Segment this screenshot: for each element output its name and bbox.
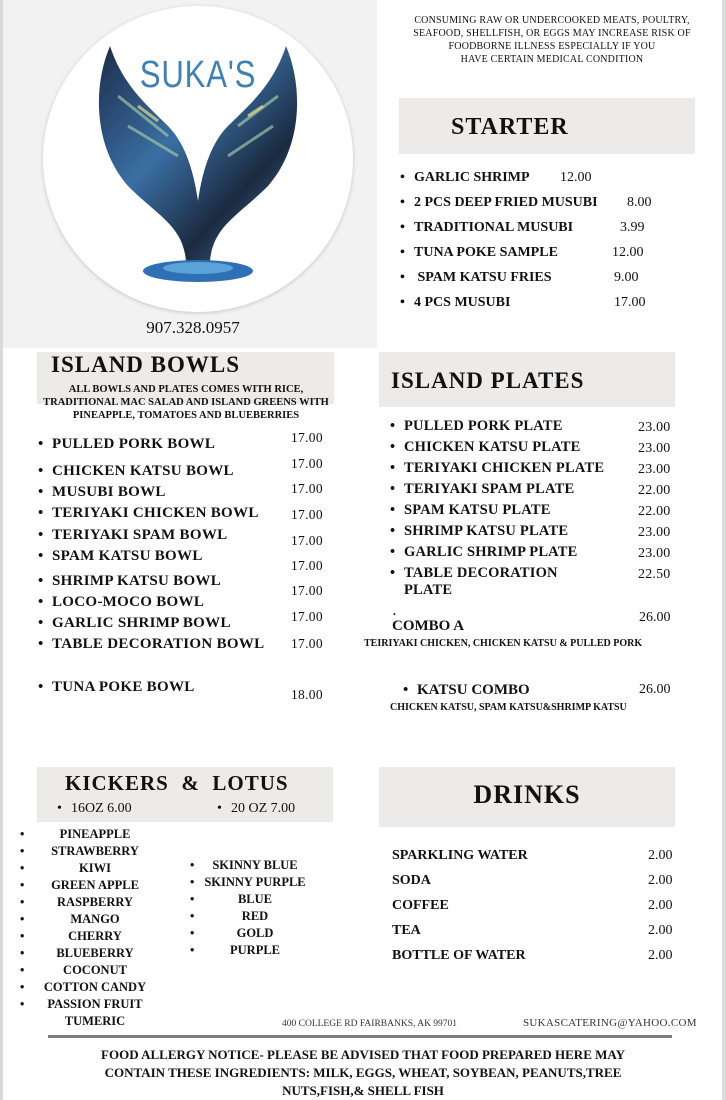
flavor-item xyxy=(190,942,320,959)
bullet-icon: • xyxy=(20,912,25,926)
menu-item xyxy=(38,615,231,632)
flavor-item xyxy=(190,891,320,908)
bowls-note xyxy=(10,383,362,422)
flavor-tumeric: TUMERIC xyxy=(64,1014,126,1028)
item-name: TABLE DECORATION BOWL xyxy=(52,636,265,652)
item-price: 22.00 xyxy=(638,504,671,519)
bullet-icon: • xyxy=(190,892,195,906)
page-edge-right xyxy=(722,0,726,1100)
bullet-icon: • xyxy=(400,170,405,185)
logo-panel xyxy=(3,0,377,348)
bullet-icon: • xyxy=(390,544,396,560)
drink-item xyxy=(392,873,682,898)
menu-item xyxy=(390,439,580,456)
flavor-name: GOLD xyxy=(236,926,274,940)
item-price: 2.00 xyxy=(648,898,673,913)
flavor-name: RASPBERRY xyxy=(57,895,133,909)
flavor-name: BLUEBERRY xyxy=(56,946,134,960)
item-price: 3.99 xyxy=(620,220,645,235)
flavor-name: COTTON CANDY xyxy=(43,980,147,994)
item-price: 23.00 xyxy=(638,462,671,477)
katsu-combo-description: CHICKEN KATSU, SPAM KATSU&SHRIMP KATSU xyxy=(390,702,627,713)
item-name: CHICKEN KATSU BOWL xyxy=(52,463,234,479)
drinks-header xyxy=(379,767,675,827)
item-name: MUSUBI BOWL xyxy=(52,484,166,500)
item-price: 12.00 xyxy=(612,245,644,260)
flavor-item xyxy=(20,911,170,928)
size-label: 16OZ 6.00 xyxy=(71,801,132,816)
bullet-icon: • xyxy=(38,436,44,452)
bullet-icon: • xyxy=(217,801,222,816)
drink-item xyxy=(392,923,682,948)
note-line: TRADITIONAL MAC SALAD AND ISLAND GREENS WITH xyxy=(43,397,329,408)
item-price: 22.00 xyxy=(638,483,671,498)
bullet-icon: • xyxy=(20,946,25,960)
address: 400 COLLEGE RD FAIRBANKS, AK 99701 xyxy=(282,1019,458,1029)
menu-item xyxy=(400,245,700,270)
menu-item xyxy=(390,544,578,561)
allergy-line: NUTS,FISH,& SHELL FISH xyxy=(282,1083,444,1098)
bullet-icon: • xyxy=(403,682,409,698)
item-name: GARLIC SHRIMP xyxy=(414,170,530,185)
item-price: 23.00 xyxy=(638,546,671,561)
item-name: TERIYAKI SPAM BOWL xyxy=(52,527,228,543)
email-link[interactable]: SUKASCATERING@YAHOO.COM xyxy=(523,1017,697,1029)
item-name: TEA xyxy=(392,923,421,938)
menu-item xyxy=(400,170,700,195)
item-name: TUNA POKE BOWL xyxy=(52,679,195,695)
item-name: TERIYAKI SPAM PLATE xyxy=(404,481,575,497)
brand-name: SUKA'S xyxy=(139,54,257,96)
item-name: SHRIMP KATSU PLATE xyxy=(404,523,569,539)
flavor-item xyxy=(20,826,170,843)
bullet-icon: • xyxy=(38,594,44,610)
menu-item xyxy=(390,460,604,477)
island-plates-header xyxy=(379,352,675,407)
bullet-icon: • xyxy=(390,460,396,476)
item-price: 17.00 xyxy=(614,295,646,310)
menu-item xyxy=(38,636,264,653)
item-price: 23.00 xyxy=(638,420,671,435)
bullet-icon: • xyxy=(38,463,44,479)
bullet-icon: • xyxy=(38,573,44,589)
bullet-icon: • xyxy=(38,527,44,543)
warning-line: HAVE CERTAIN MEDICAL CONDITION xyxy=(460,54,644,65)
note-line: PINEAPPLE, TOMATOES AND BLUEBERRIES xyxy=(72,410,300,421)
drink-item xyxy=(392,898,682,923)
flavor-name: BLUE xyxy=(237,892,273,906)
menu-item xyxy=(38,527,227,544)
flavor-name: PASSION FRUIT xyxy=(47,997,143,1011)
item-price: 12.00 xyxy=(560,170,592,185)
bullet-icon: • xyxy=(400,295,405,310)
flavor-name: SKINNY BLUE xyxy=(212,858,298,872)
flavor-list-left xyxy=(20,826,170,1013)
bullet-icon: • xyxy=(38,679,44,695)
allergy-notice xyxy=(40,1046,686,1100)
warning-line: FOODBORNE ILLNESS ESPECIALLY IF YOU xyxy=(448,41,656,52)
bullet-icon: • xyxy=(190,875,195,889)
menu-item xyxy=(390,523,568,540)
item-name: TERIYAKI CHICKEN PLATE xyxy=(404,460,605,476)
item-name: GARLIC SHRIMP PLATE xyxy=(404,544,578,560)
katsu-combo-name: KATSU COMBO xyxy=(417,682,530,698)
flavor-item xyxy=(190,925,320,942)
bullet-icon: • xyxy=(390,481,396,497)
starter-list xyxy=(400,170,700,320)
flavor-item xyxy=(190,874,320,891)
bullet-icon: • xyxy=(20,997,25,1011)
raw-food-warning xyxy=(390,14,714,66)
item-price: 17.00 xyxy=(291,430,323,445)
item-name: PULLED PORK PLATE xyxy=(404,418,563,434)
item-name: TABLE DECORATION xyxy=(404,565,558,581)
flavor-item xyxy=(20,928,170,945)
flavor-item xyxy=(190,857,320,874)
bullet-icon: • xyxy=(20,844,25,858)
note-line: ALL BOWLS AND PLATES COMES WITH RICE, xyxy=(68,384,304,395)
bullet-icon: • xyxy=(190,943,195,957)
menu-item xyxy=(390,502,551,519)
kickers-lotus-header xyxy=(37,767,333,822)
flavor-name: STRAWBERRY xyxy=(51,844,139,858)
flavor-item xyxy=(190,908,320,925)
phone-number[interactable]: 907.328.0957 xyxy=(146,318,240,337)
bullet-icon: • xyxy=(400,245,405,260)
item-price: 17.00 xyxy=(291,533,323,548)
flavor-item xyxy=(20,945,170,962)
item-price: 2.00 xyxy=(648,948,673,963)
bullet-icon: • xyxy=(38,615,44,631)
divider xyxy=(48,1035,672,1038)
item-price: 17.00 xyxy=(291,583,323,598)
item-name: 4 PCS MUSUBI xyxy=(414,295,511,310)
menu-item xyxy=(400,295,700,320)
bullet-icon: • xyxy=(20,895,25,909)
item-name: LOCO-MOCO BOWL xyxy=(52,594,205,610)
menu-item xyxy=(38,436,215,453)
menu-item xyxy=(400,195,700,220)
menu-item xyxy=(390,565,558,599)
item-price: 17.00 xyxy=(291,636,323,651)
item-price: 2.00 xyxy=(648,848,673,863)
bullet-icon: • xyxy=(20,929,25,943)
item-price: 8.00 xyxy=(627,195,652,210)
combo-a-description: TEIRIYAKI CHICKEN, CHICKEN KATSU & PULLED PORK xyxy=(364,638,643,649)
item-price: 22.50 xyxy=(638,567,671,582)
bullet-icon: • xyxy=(390,418,396,434)
size-label: 20 OZ 7.00 xyxy=(231,801,296,816)
bullet-icon: • xyxy=(400,270,405,285)
section-title: KICKERS & LOTUS xyxy=(65,771,289,795)
bullet-icon: • xyxy=(38,484,44,500)
bullet-icon: • xyxy=(20,878,25,892)
flavor-item xyxy=(20,962,170,979)
item-name: TRADITIONAL MUSUBI xyxy=(414,220,574,235)
item-name: SPAM KATSU PLATE xyxy=(404,502,551,518)
bullet-icon: • xyxy=(20,861,25,875)
section-title: STARTER xyxy=(451,114,569,140)
flavor-item xyxy=(20,894,170,911)
flavor-name: MANGO xyxy=(70,912,120,926)
menu-item xyxy=(38,594,204,611)
flavor-name: KIWI xyxy=(79,861,111,875)
flavor-item xyxy=(20,860,170,877)
flavor-name: SKINNY PURPLE xyxy=(204,875,306,889)
flavor-list-right xyxy=(190,857,320,959)
item-price: 17.00 xyxy=(291,558,323,573)
menu-item xyxy=(400,220,700,245)
logo-badge xyxy=(43,6,353,312)
flavor-name: COCONUT xyxy=(63,963,127,977)
bullet-icon: • xyxy=(190,909,195,923)
menu-item xyxy=(400,270,700,295)
flavor-name: PINEAPPLE xyxy=(59,827,131,841)
flavor-item xyxy=(20,979,170,996)
bullet-icon: • xyxy=(390,565,396,581)
item-price: 2.00 xyxy=(648,873,673,888)
allergy-line: FOOD ALLERGY NOTICE- PLEASE BE ADVISED THAT FOOD PREPARED HERE MAY xyxy=(101,1047,625,1062)
drinks-list xyxy=(392,848,682,973)
menu-item xyxy=(38,463,234,480)
item-name: TERIYAKI CHICKEN BOWL xyxy=(52,505,259,521)
item-name: GARLIC SHRIMP BOWL xyxy=(52,615,231,631)
size-16oz xyxy=(57,801,132,817)
combo-a-name: COMBO A xyxy=(392,618,465,634)
flavor-name: PURPLE xyxy=(230,943,280,957)
combo-a-price: 26.00 xyxy=(639,610,671,625)
item-name: SPAM KATSU BOWL xyxy=(52,548,203,564)
size-20oz xyxy=(217,801,295,817)
item-name: SPAM KATSU FRIES xyxy=(417,270,552,285)
flavor-item xyxy=(20,843,170,860)
flavor-item xyxy=(20,996,170,1013)
item-price: 17.00 xyxy=(291,609,323,624)
item-price: 9.00 xyxy=(614,270,639,285)
bullet-icon: • xyxy=(393,610,396,619)
bullet-icon: • xyxy=(390,502,396,518)
katsu-combo xyxy=(403,682,530,699)
bullet-icon: • xyxy=(190,858,195,872)
starter-header xyxy=(399,98,695,154)
bullet-icon: • xyxy=(20,980,25,994)
menu-item xyxy=(38,505,259,522)
item-price: 23.00 xyxy=(638,441,671,456)
flavor-name: CHERRY xyxy=(68,929,122,943)
menu-item xyxy=(38,484,166,501)
flavor-name: GREEN APPLE xyxy=(51,878,139,892)
menu-item xyxy=(390,481,574,498)
item-name: 2 PCS DEEP FRIED MUSUBI xyxy=(414,195,598,210)
flavor-name: RED xyxy=(241,909,269,923)
bullet-icon: • xyxy=(20,963,25,977)
bullet-icon: • xyxy=(57,801,62,816)
item-price: 18.00 xyxy=(291,687,323,702)
drink-item xyxy=(392,948,682,973)
bullet-icon: • xyxy=(400,195,405,210)
item-name: COFFEE xyxy=(392,898,449,913)
item-name: SODA xyxy=(392,873,431,888)
item-name: PULLED PORK BOWL xyxy=(52,436,216,452)
item-price: 17.00 xyxy=(291,456,323,471)
menu-item xyxy=(390,418,563,435)
bullet-icon: • xyxy=(38,636,44,652)
menu-item xyxy=(38,679,195,696)
item-price: 17.00 xyxy=(291,507,323,522)
item-name: SHRIMP KATSU BOWL xyxy=(52,573,222,589)
item-price: 23.00 xyxy=(638,525,671,540)
menu-item xyxy=(38,573,221,590)
warning-line: SEAFOOD, SHELLFISH, OR EGGS MAY INCREASE RISK OF xyxy=(413,28,691,39)
drink-item xyxy=(392,848,682,873)
item-name-line2: PLATE xyxy=(404,582,453,598)
bullet-icon: • xyxy=(390,523,396,539)
section-title: ISLAND PLATES xyxy=(391,368,585,393)
section-title: DRINKS xyxy=(473,780,581,809)
menu-item xyxy=(38,548,203,565)
item-name: TUNA POKE SAMPLE xyxy=(414,245,558,260)
flavor-item xyxy=(20,877,170,894)
bullet-icon: • xyxy=(400,220,405,235)
allergy-line: CONTAIN THESE INGREDIENTS: MILK, EGGS, WHEAT, SOYBEAN, PEANUTS,TREE xyxy=(104,1065,622,1080)
item-name: CHICKEN KATSU PLATE xyxy=(404,439,581,455)
katsu-combo-price: 26.00 xyxy=(639,682,671,697)
item-price: 17.00 xyxy=(291,481,323,496)
bullet-icon: • xyxy=(390,439,396,455)
bullet-icon: • xyxy=(20,827,25,841)
item-name: SPARKLING WATER xyxy=(392,848,528,863)
item-price: 2.00 xyxy=(648,923,673,938)
item-name: BOTTLE OF WATER xyxy=(392,948,526,963)
bullet-icon: • xyxy=(38,505,44,521)
bullet-icon: • xyxy=(190,926,195,940)
section-title: ISLAND BOWLS xyxy=(51,352,241,377)
bullet-icon: • xyxy=(38,548,44,564)
warning-line: CONSUMING RAW OR UNDERCOOKED MEATS, POULTRY, xyxy=(414,15,690,26)
